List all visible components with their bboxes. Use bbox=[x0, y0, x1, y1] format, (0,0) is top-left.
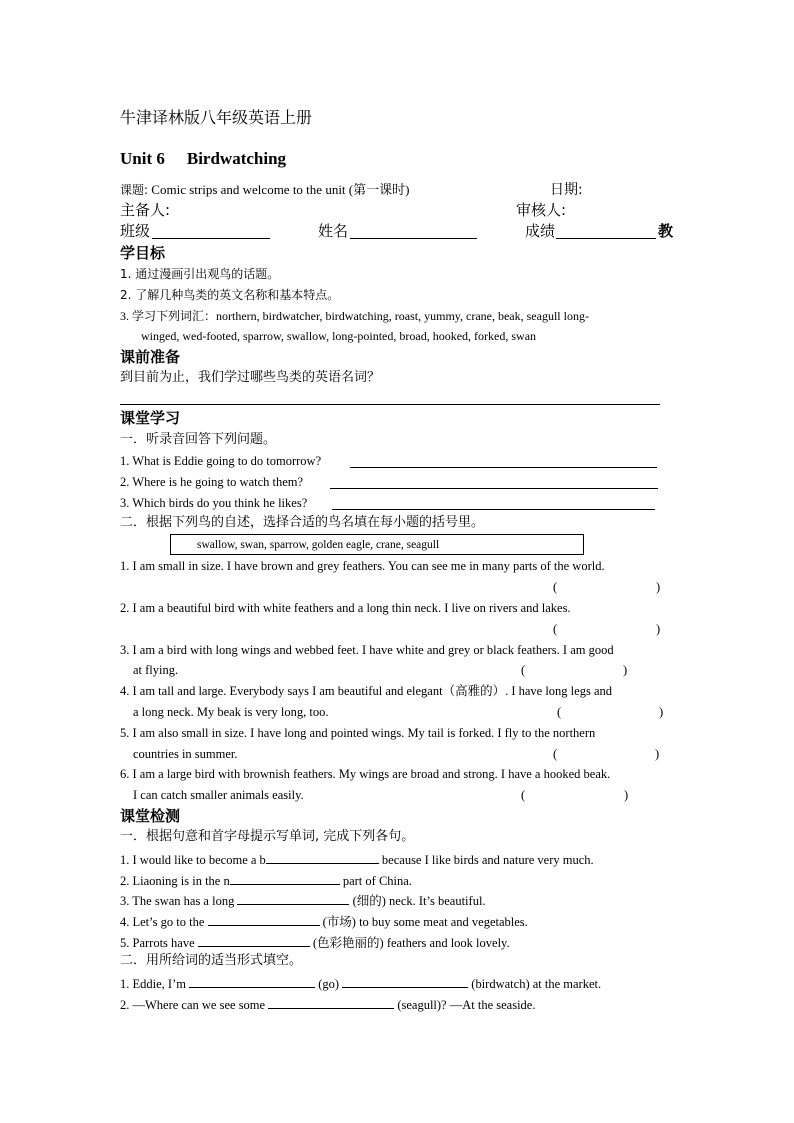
name-blank[interactable] bbox=[350, 238, 477, 239]
fill-blank[interactable] bbox=[189, 974, 315, 988]
name-label: 姓名 bbox=[318, 222, 349, 240]
book-title: 牛津译林版八年级英语上册 bbox=[120, 108, 313, 127]
bird-description: 1. I am small in size. I have brown and grey feathers. You can see me in many parts of the world. bbox=[120, 559, 605, 573]
bird-description-cont: at flying. bbox=[133, 663, 179, 677]
form-sentence: 2. —Where can we see some (seagull)? —At the seaside. bbox=[120, 995, 535, 1013]
class-label: 班级 bbox=[120, 222, 151, 240]
fill-blank[interactable] bbox=[266, 850, 379, 864]
fill-sentence: 3. The swan has a long (细的) neck. It’s beautiful. bbox=[120, 891, 486, 909]
preview-question: 到目前为止，我们学过哪些鸟类的英语名词？ bbox=[120, 370, 381, 385]
check-heading: 课堂检测 bbox=[120, 807, 181, 825]
answer-blank[interactable] bbox=[332, 509, 655, 510]
paren-open: ( bbox=[553, 622, 558, 636]
answer-blank[interactable] bbox=[350, 467, 657, 468]
fill-blank[interactable] bbox=[208, 912, 320, 926]
paren-close: ) bbox=[659, 705, 664, 719]
topic-text: Comic strips and welcome to the unit (第一课时) bbox=[151, 182, 410, 197]
answer-blank[interactable] bbox=[330, 488, 658, 489]
paren-open: ( bbox=[521, 788, 526, 802]
objective-item: 1. 通过漫画引出观鸟的话题。 bbox=[120, 267, 280, 281]
paren-close: ) bbox=[656, 622, 661, 636]
classroom-heading: 课堂学习 bbox=[120, 409, 181, 427]
vocab-line-cont: winged, wed-footed, sparrow, swallow, long-pointed, broad, hooked, forked, swan bbox=[141, 329, 537, 343]
objective-item: 2. 了解几种鸟类的英文名称和基本特点。 bbox=[120, 288, 340, 302]
fill-sentence: 5. Parrots have (色彩艳丽的) feathers and look lovely. bbox=[120, 933, 510, 951]
paren-close: ) bbox=[623, 663, 628, 677]
score-label: 成绩 bbox=[525, 222, 556, 240]
score-blank[interactable] bbox=[556, 238, 656, 239]
fill-blank[interactable] bbox=[237, 891, 349, 905]
fill-sentence: 2. Liaoning is in the n part of China. bbox=[120, 871, 412, 889]
paren-open: ( bbox=[553, 580, 558, 594]
form-sentence: 1. Eddie, I’m (go) (birdwatch) at the market. bbox=[120, 974, 601, 992]
check-part1-title: 一．根据句意和首字母提示写单词, 完成下列各句。 bbox=[120, 829, 415, 844]
bird-description: 6. I am a large bird with brownish feathers. My wings are broad and strong. I have a hooked beak. bbox=[120, 767, 611, 781]
fill-blank[interactable] bbox=[268, 995, 394, 1009]
fill-blank[interactable] bbox=[342, 974, 468, 988]
preview-answer-line[interactable] bbox=[120, 404, 660, 405]
part1-title: 一．听录音回答下列问题。 bbox=[120, 432, 277, 447]
listening-question: 3. Which birds do you think he likes? bbox=[120, 496, 308, 510]
unit-number: Unit 6 bbox=[120, 149, 165, 168]
bird-description-cont: countries in summer. bbox=[133, 747, 238, 761]
paren-close: ) bbox=[655, 747, 660, 761]
bird-description: 2. I am a beautiful bird with white feathers and a long thin neck. I live on rivers and lakes. bbox=[120, 601, 571, 615]
paren-open: ( bbox=[521, 663, 526, 677]
date-label: 日期: bbox=[550, 182, 583, 198]
listening-question: 1. What is Eddie going to do tomorrow? bbox=[120, 454, 322, 468]
vocab-line: 3. 学习下列词汇：northern, birdwatcher, birdwatching, roast, yummy, crane, beak, seagull long- bbox=[120, 309, 589, 323]
objectives-heading: 学目标 bbox=[120, 244, 166, 262]
word-box-text: swallow, swan, sparrow, golden eagle, crane, seagull bbox=[197, 539, 440, 551]
check-part2-title: 二．用所给词的适当形式填空。 bbox=[120, 953, 303, 968]
bird-description-cont: I can catch smaller animals easily. bbox=[133, 788, 304, 802]
teach-char: 教 bbox=[658, 222, 674, 240]
preparer-label: 主备人: bbox=[120, 201, 171, 219]
paren-open: ( bbox=[553, 747, 558, 761]
word-box bbox=[170, 534, 584, 555]
listening-question: 2. Where is he going to watch them? bbox=[120, 475, 304, 489]
preview-heading: 课前准备 bbox=[120, 348, 181, 366]
topic-line: 课题: Comic strips and welcome to the unit (第一课时) bbox=[120, 182, 410, 197]
unit-heading bbox=[120, 148, 286, 170]
reviewer-label: 审核人: bbox=[516, 201, 567, 219]
paren-close: ) bbox=[624, 788, 629, 802]
unit-title: Birdwatching bbox=[186, 149, 287, 168]
bird-description: 3. I am a bird with long wings and webbed feet. I have white and grey or black feathers. I am good bbox=[120, 643, 614, 657]
class-blank[interactable] bbox=[152, 238, 270, 239]
bird-description: 5. I am also small in size. I have long and pointed wings. My tail is forked. I fly to the northern bbox=[120, 726, 596, 740]
fill-sentence: 4. Let’s go to the (市场) to buy some meat and vegetables. bbox=[120, 912, 528, 930]
paren-open: ( bbox=[557, 705, 562, 719]
paren-close: ) bbox=[656, 580, 661, 594]
bird-description: 4. I am tall and large. Everybody says I am beautiful and elegant（高雅的）. I have long legs and bbox=[120, 684, 612, 698]
part2-title: 二．根据下列鸟的自述，选择合适的鸟名填在每小题的括号里。 bbox=[120, 515, 485, 530]
fill-sentence: 1. I would like to become a b because I like birds and nature very much. bbox=[120, 850, 594, 868]
fill-blank[interactable] bbox=[230, 871, 340, 885]
bird-description-cont: a long neck. My beak is very long, too. bbox=[133, 705, 329, 719]
fill-blank[interactable] bbox=[198, 933, 310, 947]
